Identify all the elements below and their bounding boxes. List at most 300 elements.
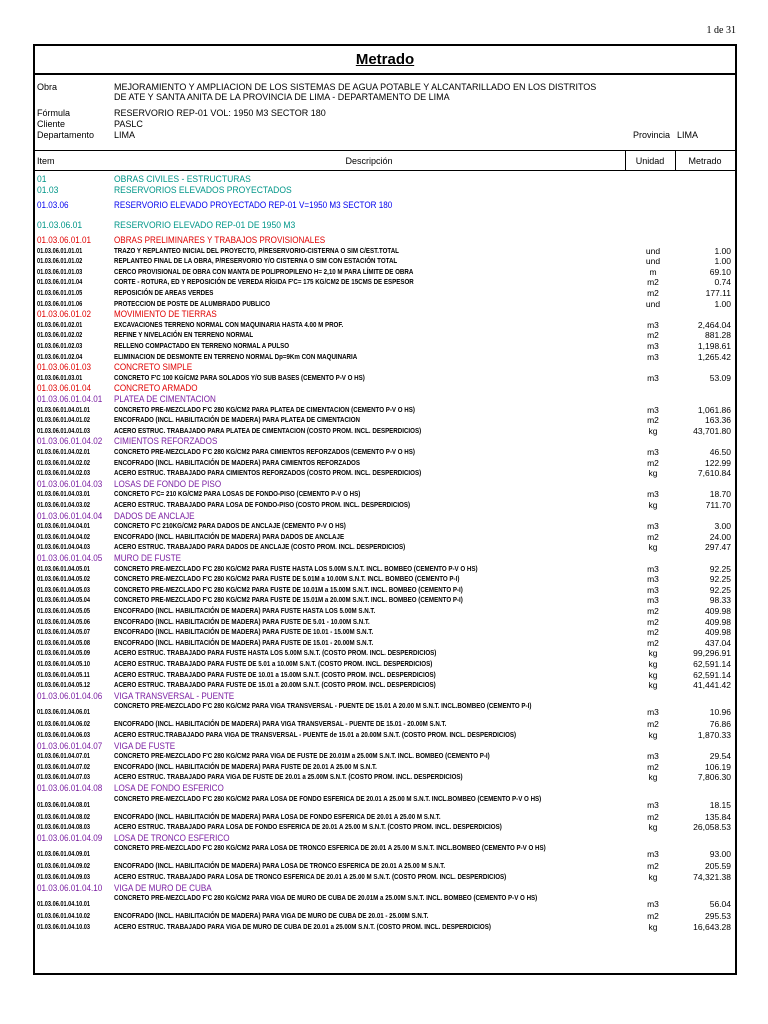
row-unit: m2 bbox=[647, 288, 659, 298]
provincia-label: Provincia bbox=[633, 130, 671, 140]
row-description: CONCRETO PRE-MEZCLADO F'C 280 KG/CM2 PARA VIGA DE FUSTE DE 20.01M a 25.00M S.N.T. INCL. BOMBEO (CEMENTO P-I) bbox=[114, 751, 490, 761]
line-item-row bbox=[35, 542, 735, 553]
line-item-row bbox=[35, 719, 735, 730]
row-code: 01.03.06.01.02.02 bbox=[37, 330, 83, 340]
row-description: ENCOFRADO (INCL. HABILITACIÓN DE MADERA) PARA VIGA TRANSVERSAL - PUENTE DE 15.01 - 20.00M S.N.T. bbox=[114, 719, 447, 729]
row-description: ENCOFRADO (INCL. HABILITACIÓN DE MADERA) PARA FUSTE HASTA LOS 5.00M S.N.T. bbox=[114, 606, 376, 615]
row-code: 01.03.06.01.03 bbox=[37, 362, 92, 373]
row-description: ACERO ESTRUC. TRABAJADO PARA VIGA DE MURO DE CUBA DE 20.01 a 25.00M S.N.T. (COSTO PROM. INCL. DESPERDICIOS) bbox=[114, 921, 491, 931]
row-code: 01.03.06.01.04.09.03 bbox=[37, 872, 91, 881]
line-item-row bbox=[35, 772, 735, 783]
row-description: CONCRETO PRE-MEZCLADO F'C 280 KG/CM2 PARA FUSTE DE 15.01M a 20.00M S.N.T. INCL. BOMBEO (CEMENTO P-I) bbox=[114, 595, 463, 605]
row-code: 01.03.06.01.04.02.01 bbox=[37, 447, 91, 456]
row-description: CONCRETO PRE-MEZCLADO F'C 280 KG/CM2 PARA FUSTE DE 10.01M a 15.00M S.N.T. INCL. BOMBEO (CEMENTO P-I) bbox=[114, 584, 463, 594]
row-quantity: 1,061.86 bbox=[697, 404, 731, 415]
formula-label: Fórmula bbox=[37, 108, 71, 118]
section-heading-row bbox=[35, 235, 735, 246]
row-description: OBRAS PRELIMINARES Y TRABAJOS PROVISIONALES bbox=[114, 235, 326, 245]
row-description: ACERO ESTRUC. TRABAJADO PARA DADOS DE ANCLAJE (COSTO PROM. INCL. DESPERDICIOS) bbox=[114, 542, 406, 552]
column-header-unidad: Unidad bbox=[635, 156, 665, 166]
row-unit: m2 bbox=[647, 811, 659, 822]
row-unit: und bbox=[645, 298, 661, 309]
line-item-row bbox=[35, 606, 735, 617]
row-code: 01.03.06.01.04.08 bbox=[37, 783, 103, 793]
row-description: MOVIMIENTO DE TIERRAS bbox=[114, 309, 217, 320]
row-quantity: 93.00 bbox=[709, 849, 731, 860]
row-quantity: 135.84 bbox=[705, 811, 731, 822]
row-code: 01.03.06.01.04.06.01 bbox=[37, 707, 91, 717]
line-item-row bbox=[35, 373, 735, 384]
row-description: CONCRETO PRE-MEZCLADO F'C 280 KG/CM2 PARA FUSTE HASTA LOS 5.00M S.N.T. INCL. BOMBEO (CEMENTO P-V O HS) bbox=[114, 563, 478, 573]
row-description: CONCRETO F'C 100 KG/CM2 PARA SOLADOS Y/O SUB BASES (CEMENTO P-V O HS) bbox=[114, 372, 365, 382]
row-code: 01 bbox=[37, 174, 47, 185]
row-code: 01.03.06.01.04.01.02 bbox=[37, 415, 91, 425]
row-quantity: 205.59 bbox=[705, 861, 731, 872]
row-description: PROTECCION DE POSTE DE ALUMBRADO PUBLICO bbox=[114, 298, 271, 308]
row-quantity: 122.99 bbox=[705, 457, 731, 468]
row-code: 01.03.06.01.04.02.03 bbox=[37, 468, 91, 478]
row-code: 01.03.06.01 bbox=[37, 220, 83, 231]
line-item-row bbox=[35, 648, 735, 659]
row-unit: m2 bbox=[647, 911, 659, 922]
row-unit: m3 bbox=[647, 404, 659, 415]
row-quantity: 29.54 bbox=[709, 751, 731, 762]
row-code: 01.03.06.01.04.05.02 bbox=[37, 574, 91, 584]
cliente-value: PASLC bbox=[114, 119, 143, 129]
row-quantity: 26,058.53 bbox=[693, 822, 731, 833]
row-code: 01.03.06.01.04.09.02 bbox=[37, 861, 91, 871]
obra-line-1: MEJORAMIENTO Y AMPLIACION DE LOS SISTEMAS DE AGUA POTABLE Y ALCANTARILLADO EN LOS DISTRITOS bbox=[114, 82, 597, 92]
row-description: ACERO ESTRUC. TRABAJADO PARA VIGA DE FUSTE DE 20.01 a 25.00M S.N.T. (COSTO PROM. INCL. DESPERDICIOS) bbox=[114, 772, 463, 782]
row-code: 01.03.06.01.04.06.02 bbox=[37, 719, 91, 729]
row-code: 01.03.06.01.04.10.01 bbox=[37, 899, 91, 909]
line-item-row bbox=[35, 730, 735, 741]
row-description: CIMIENTOS REFORZADOS bbox=[114, 436, 218, 447]
line-item-row bbox=[35, 627, 735, 638]
line-item-row bbox=[35, 617, 735, 628]
row-unit: m3 bbox=[647, 584, 659, 595]
row-unit: kg bbox=[648, 669, 658, 680]
row-code: 01.03.06.01.04.05.07 bbox=[37, 627, 91, 637]
row-quantity: 18.70 bbox=[709, 489, 731, 500]
section-heading-row bbox=[35, 200, 735, 221]
row-unit: kg bbox=[648, 921, 658, 932]
obra-line-2: DE ATE Y SANTA ANITA DE LA PROVINCIA DE LIMA - DEPARTAMENTO DE LIMA bbox=[114, 92, 450, 102]
row-unit: kg bbox=[648, 822, 658, 833]
row-quantity: 409.98 bbox=[705, 616, 731, 627]
row-code: 01.03.06.01.04.05.06 bbox=[37, 616, 91, 626]
row-description: ACERO ESTRUC. TRABAJADO PARA FUSTE HASTA LOS 5.00M S.N.T. (COSTO PROM. INCL. DESPERDICIOS) bbox=[114, 648, 437, 658]
row-code: 01.03.06.01.04.02.02 bbox=[37, 457, 91, 467]
row-code: 01.03.06.01.04.10.02 bbox=[37, 911, 91, 921]
row-unit: kg bbox=[648, 500, 658, 510]
row-code: 01.03.06.01.04.01.01 bbox=[37, 404, 91, 414]
line-item-row bbox=[35, 352, 735, 363]
row-description: ENCOFRADO (INCL. HABILITACIÓN DE MADERA) PARA FUSTE DE 5.01 - 10.00M S.N.T. bbox=[114, 616, 370, 626]
row-unit: m2 bbox=[647, 531, 659, 542]
column-header-top-rule bbox=[35, 150, 735, 151]
row-unit: m2 bbox=[647, 330, 659, 341]
row-quantity: 297.47 bbox=[705, 542, 731, 553]
line-item-row bbox=[35, 911, 735, 922]
row-code: 01.03.06.01.01.05 bbox=[37, 288, 83, 297]
section-heading-row bbox=[35, 309, 735, 320]
row-quantity: 76.86 bbox=[709, 719, 731, 730]
row-unit: kg bbox=[648, 872, 658, 882]
line-item-row bbox=[35, 812, 735, 823]
row-description: CONCRETO SIMPLE bbox=[114, 362, 193, 373]
row-quantity: 24.00 bbox=[709, 531, 731, 542]
row-description: CONCRETO PRE-MEZCLADO F'C 280 KG/CM2 PARA LOSA DE FONDO ESFERICA DE 20.01 A 25.00 M S.N.T. INCL.BOMBEO (CEMENTO P-V O HS) bbox=[114, 793, 542, 803]
row-unit: m3 bbox=[647, 351, 659, 362]
line-item-row bbox=[35, 701, 735, 719]
row-description: ACERO ESTRUC. TRABAJADO PARA FUSTE DE 10.01 a 15.00M S.N.T. (COSTO PROM. INCL. DESPERDICIOS) bbox=[114, 669, 436, 679]
row-code: 01.03.06.01.04.05.04 bbox=[37, 595, 91, 605]
row-unit: kg bbox=[648, 425, 658, 436]
row-unit: und bbox=[645, 256, 661, 267]
column-header-metrado: Metrado bbox=[688, 156, 722, 166]
line-item-row bbox=[35, 277, 735, 288]
row-quantity: 74,321.38 bbox=[693, 872, 731, 882]
row-code: 01.03.06.01.02.04 bbox=[37, 351, 83, 361]
section-heading-row bbox=[35, 783, 735, 794]
row-quantity: 0.74 bbox=[714, 277, 731, 288]
row-quantity: 295.53 bbox=[705, 911, 731, 922]
row-unit: kg bbox=[648, 772, 658, 783]
row-code: 01.03.06.01.01.02 bbox=[37, 256, 83, 266]
row-unit: kg bbox=[648, 468, 658, 479]
row-unit: m2 bbox=[647, 627, 659, 638]
provincia-value: LIMA bbox=[677, 130, 699, 140]
line-item-row bbox=[35, 585, 735, 596]
column-header-descripcion: Descripción bbox=[345, 156, 393, 166]
line-item-row bbox=[35, 426, 735, 437]
row-unit: m2 bbox=[647, 606, 659, 616]
row-code: 01.03.06.01.02 bbox=[37, 309, 92, 320]
row-code: 01.03.06.01.01.01 bbox=[37, 245, 83, 255]
line-item-row bbox=[35, 458, 735, 469]
row-code: 01.03.06.01.04.05.10 bbox=[37, 659, 91, 668]
row-unit: m2 bbox=[647, 861, 659, 872]
row-unit: kg bbox=[648, 680, 658, 691]
row-code: 01.03.06.01.04.06.03 bbox=[37, 730, 91, 739]
row-description: EXCAVACIONES TERRENO NORMAL CON MAQUINARIA HASTA 4.00 M PROF. bbox=[114, 319, 344, 329]
row-quantity: 711.70 bbox=[705, 500, 731, 510]
line-item-row bbox=[35, 330, 735, 341]
line-item-row bbox=[35, 447, 735, 458]
section-heading-row bbox=[35, 511, 735, 522]
row-description: ENCOFRADO (INCL. HABILITACIÓN DE MADERA) PARA LOSA DE FONDO ESFERICA DE 20.01 A 25.00 M S.N.T. bbox=[114, 811, 441, 821]
row-code: 01.03.06.01.04.08.02 bbox=[37, 811, 91, 821]
row-quantity: 16,643.28 bbox=[693, 921, 731, 932]
row-code: 01.03.06.01.04.08.03 bbox=[37, 822, 91, 832]
row-description: ENCOFRADO (INCL. HABILITACIÓN DE MADERA) PARA PLATEA DE CIMENTACION bbox=[114, 415, 360, 425]
row-description: CONCRETO ARMADO bbox=[114, 383, 198, 394]
row-description: RESERVORIO ELEVADO REP-01 DE 1950 M3 bbox=[114, 220, 296, 231]
row-code: 01.03.06.01.04.07.03 bbox=[37, 772, 91, 782]
row-description: CONCRETO PRE-MEZCLADO F'C 280 KG/CM2 PARA CIMIENTOS REFORZADOS (CEMENTO P-V O HS) bbox=[114, 447, 415, 456]
row-quantity: 1,265.42 bbox=[697, 351, 731, 362]
row-description: ENCOFRADO (INCL. HABILITACIÓN DE MADERA) PARA VIGA DE MURO DE CUBA DE 20.01 - 25.00M S.N.T. bbox=[114, 911, 429, 921]
row-unit: m3 bbox=[647, 799, 659, 810]
row-code: 01.03.06.01.04.04 bbox=[37, 510, 103, 521]
row-unit: m3 bbox=[647, 521, 659, 532]
row-quantity: 92.25 bbox=[709, 563, 731, 574]
row-description: RESERVORIO ELEVADO PROYECTADO REP-01 V=1950 M3 SECTOR 180 bbox=[114, 200, 393, 210]
line-item-row bbox=[35, 762, 735, 773]
row-quantity: 1,198.61 bbox=[697, 341, 731, 351]
line-item-row bbox=[35, 638, 735, 649]
row-description: ENCOFRADO (INCL. HABILITACIÓN DE MADERA) PARA FUSTE DE 15.01 - 20.00M S.N.T. bbox=[114, 637, 374, 647]
row-quantity: 43,701.80 bbox=[693, 425, 731, 436]
row-description: LOSA DE FONDO ESFERICO bbox=[114, 783, 224, 793]
line-item-row bbox=[35, 659, 735, 670]
row-description: CORTE - ROTURA, ED Y REPOSICIÓN DE VEREDA RÍGIDA F'C= 175 KG/CM2 DE 15CMS DE ESPESOR bbox=[114, 277, 414, 287]
row-code: 01.03.06.01.04.10 bbox=[37, 882, 103, 893]
row-code: 01.03.06.01.04.08.01 bbox=[37, 799, 91, 809]
row-description: REPOSICIÓN DE AREAS VERDES bbox=[114, 288, 214, 297]
section-heading-row bbox=[35, 186, 735, 200]
line-item-row bbox=[35, 489, 735, 500]
row-unit: m3 bbox=[647, 489, 659, 500]
section-heading-row bbox=[35, 833, 735, 844]
row-quantity: 409.98 bbox=[705, 627, 731, 638]
row-code: 01.03.06.01.03.01 bbox=[37, 372, 83, 382]
row-unit: m2 bbox=[647, 719, 659, 730]
row-description: MURO DE FUSTE bbox=[114, 553, 182, 563]
row-unit: m3 bbox=[647, 849, 659, 860]
section-heading-row bbox=[35, 741, 735, 752]
row-description: ELIMINACION DE DESMONTE EN TERRENO NORMAL Dp=9Km CON MAQUINARIA bbox=[114, 351, 358, 361]
row-description: ENCOFRADO (INCL. HABILITACIÓN DE MADERA) PARA LOSA DE TRONCO ESFERICA DE 20.01 A 25.00 M S.N.T. bbox=[114, 861, 446, 871]
row-quantity: 62,591.14 bbox=[693, 659, 731, 669]
row-unit: m2 bbox=[647, 616, 659, 627]
row-unit: und bbox=[645, 245, 661, 256]
row-quantity: 56.04 bbox=[709, 899, 731, 910]
row-description: REPLANTEO FINAL DE LA OBRA, P/RESERVORIO Y/O CISTERNA O SIM CON ESTACIÓN TOTAL bbox=[114, 256, 398, 266]
row-code: 01.03.06.01.04.07.01 bbox=[37, 751, 91, 761]
line-item-row bbox=[35, 822, 735, 833]
row-quantity: 7,806.30 bbox=[697, 772, 731, 783]
row-unit: m3 bbox=[647, 341, 659, 351]
line-item-row bbox=[35, 861, 735, 872]
row-unit: m3 bbox=[647, 563, 659, 574]
row-unit: m2 bbox=[647, 761, 659, 772]
row-description: RELLENO COMPACTADO EN TERRENO NORMAL A PULSO bbox=[114, 341, 290, 350]
line-item-row bbox=[35, 670, 735, 681]
row-code: 01.03.06.01.04.10.03 bbox=[37, 921, 91, 931]
row-code: 01.03.06.01.02.01 bbox=[37, 319, 83, 329]
row-description: CERCO PROVISIONAL DE OBRA CON MANTA DE POLIPROPILENO H= 2,10 M PARA LÍMITE DE OBRA bbox=[114, 266, 414, 276]
line-item-row bbox=[35, 341, 735, 352]
row-description: ACERO ESTRUC. TRABAJADO PARA LOSA DE TRONCO ESFERICA DE 20.01 A 25.00 M S.N.T. (COSTO PROM. INCL. DESPERDICIOS) bbox=[114, 872, 507, 881]
row-unit: kg bbox=[648, 659, 658, 669]
row-description: CONCRETO PRE-MEZCLADO F'C 280 KG/CM2 PARA LOSA DE TRONCO ESFERICA DE 20.01 A 25.00 M S.N.T. INCL.BOMBEO (CEMENTO P-V O HS) bbox=[114, 843, 546, 853]
row-quantity: 106.19 bbox=[705, 761, 731, 772]
row-unit: m3 bbox=[647, 372, 659, 383]
row-description: LOSAS DE FONDO DE PISO bbox=[114, 478, 222, 489]
line-item-row bbox=[35, 256, 735, 267]
row-code: 01.03.06.01.04.06 bbox=[37, 690, 103, 701]
row-unit: m3 bbox=[647, 447, 659, 457]
row-code: 01.03.06.01.04.05.03 bbox=[37, 584, 91, 594]
row-code: 01.03.06.01.04.05 bbox=[37, 553, 103, 563]
row-description: RESERVORIOS ELEVADOS PROYECTADOS bbox=[114, 185, 292, 196]
row-quantity: 177.11 bbox=[705, 288, 731, 298]
line-item-row bbox=[35, 246, 735, 257]
row-description: CONCRETO PRE-MEZCLADO F'C 280 KG/CM2 PARA FUSTE DE 5.01M a 10.00M S.N.T. INCL. BOMBEO (CEMENTO P-I) bbox=[114, 574, 460, 584]
row-quantity: 881.28 bbox=[705, 330, 731, 341]
row-unit: m3 bbox=[647, 574, 659, 585]
line-item-row bbox=[35, 574, 735, 585]
row-quantity: 62,591.14 bbox=[693, 669, 731, 680]
line-item-row bbox=[35, 564, 735, 575]
departamento-label: Departamento bbox=[37, 130, 95, 140]
page-number: 1 de 31 bbox=[706, 25, 736, 36]
row-code: 01.03.06.01.04.05.08 bbox=[37, 637, 91, 647]
row-quantity: 99,296.91 bbox=[693, 648, 731, 659]
row-quantity: 18.15 bbox=[709, 799, 731, 810]
row-description: TRAZO Y REPLANTEO INICIAL DEL PROYECTO, P/RESERVORIO-CISTERNA O SIM C/EST.TOTAL bbox=[114, 245, 399, 255]
row-code: 01.03.06.01.01 bbox=[37, 235, 92, 245]
row-description: ACERO ESTRUC. TRABAJADO PARA LOSA DE FONDO ESFERICA DE 20.01 A 25.00 M S.N.T. (COSTO PROM. INCL. DESPERDICIOS) bbox=[114, 822, 502, 832]
section-heading-row bbox=[35, 436, 735, 447]
row-quantity: 2,464.04 bbox=[697, 319, 731, 330]
row-quantity: 7,610.84 bbox=[697, 468, 731, 479]
section-heading-row bbox=[35, 479, 735, 490]
row-description: CONCRETO F'C= 210 KG/CM2 PARA LOSAS DE FONDO-PISO (CEMENTO P-V O HS) bbox=[114, 489, 361, 499]
row-description: ACERO ESTRUC. TRABAJADO PARA LOSA DE FONDO-PISO (COSTO PROM. INCL. DESPERDICIOS) bbox=[114, 500, 411, 509]
row-unit: kg bbox=[648, 648, 658, 659]
row-quantity: 46.50 bbox=[709, 447, 731, 457]
row-unit: m3 bbox=[647, 751, 659, 762]
row-unit: m2 bbox=[647, 637, 659, 648]
section-heading-row bbox=[35, 362, 735, 373]
row-description: REFINE Y NIVELACIÓN EN TERRENO NORMAL bbox=[114, 330, 254, 340]
row-code: 01.03.06.01.04.07.02 bbox=[37, 761, 91, 771]
row-code: 01.03.06.01.04.09 bbox=[37, 832, 103, 843]
row-description: CONCRETO PRE-MEZCLADO F'C 280 KG/CM2 PARA VIGA TRANSVERSAL - PUENTE DE 15.01 A 20.00 M S.N.T. INCL.BOMBEO (CEMENTO P-I) bbox=[114, 701, 532, 711]
line-item-row bbox=[35, 751, 735, 762]
line-item-row bbox=[35, 532, 735, 543]
line-item-row bbox=[35, 288, 735, 299]
cliente-label: Cliente bbox=[37, 119, 66, 129]
row-code: 01.03.06 bbox=[37, 200, 69, 210]
row-quantity: 1,870.33 bbox=[697, 730, 731, 740]
row-unit: m3 bbox=[647, 899, 659, 910]
row-quantity: 92.25 bbox=[709, 574, 731, 585]
row-code: 01.03.06.01.04.05.05 bbox=[37, 606, 91, 615]
line-item-row bbox=[35, 320, 735, 331]
row-code: 01.03.06.01.04.02 bbox=[37, 436, 103, 447]
row-code: 01.03.06.01.01.04 bbox=[37, 277, 83, 287]
line-item-row bbox=[35, 405, 735, 416]
column-header-item: Item bbox=[37, 156, 55, 166]
row-unit: m3 bbox=[647, 707, 659, 718]
title-text: Metrado bbox=[355, 51, 415, 68]
row-quantity: 69.10 bbox=[709, 266, 731, 277]
row-unit: m2 bbox=[647, 415, 659, 426]
section-heading-row bbox=[35, 883, 735, 894]
row-quantity: 409.98 bbox=[705, 606, 731, 616]
row-code: 01.03.06.01.04.09.01 bbox=[37, 849, 91, 859]
row-code: 01.03 bbox=[37, 185, 59, 196]
row-description: CONCRETO PRE-MEZCLADO F'C 280 KG/CM2 PARA VIGA DE MURO DE CUBA DE 20.01M a 25.00M S.N.T. INCL. BOMBEO (CEMENTO P-V O HS) bbox=[114, 893, 538, 903]
row-description: ACERO ESTRUC. TRABAJADO PARA FUSTE DE 5.01 a 10.00M S.N.T. (COSTO PROM. INCL. DESPERDICIOS) bbox=[114, 659, 433, 668]
section-heading-row bbox=[35, 221, 735, 235]
row-quantity: 1.00 bbox=[714, 256, 731, 267]
row-quantity: 163.36 bbox=[705, 415, 731, 426]
row-description: VIGA DE MURO DE CUBA bbox=[114, 882, 212, 893]
row-quantity: 98.33 bbox=[709, 595, 731, 606]
row-description: OBRAS CIVILES - ESTRUCTURAS bbox=[114, 174, 251, 185]
line-item-row bbox=[35, 680, 735, 691]
row-description: ACERO ESTRUC. TRABAJADO PARA PLATEA DE CIMENTACION (COSTO PROM. INCL. DESPERDICIOS) bbox=[114, 425, 422, 435]
row-code: 01.03.06.01.04.05.12 bbox=[37, 680, 91, 690]
line-item-row bbox=[35, 872, 735, 883]
row-quantity: 10.96 bbox=[709, 707, 731, 718]
row-description: ENCOFRADO (INCL. HABILITACIÓN DE MADERA) PARA FUSTE DE 20.01 A 25.00 M S.N.T. bbox=[114, 761, 377, 771]
formula-value: RESERVORIO REP-01 VOL: 1950 M3 SECTOR 180 bbox=[114, 108, 326, 118]
row-code: 01.03.06.01.04.01.03 bbox=[37, 425, 91, 435]
section-heading-row bbox=[35, 383, 735, 394]
row-quantity: 1.00 bbox=[714, 298, 731, 309]
row-code: 01.03.06.01.04.05.09 bbox=[37, 648, 91, 658]
row-unit: m bbox=[649, 266, 657, 277]
row-description: VIGA TRANSVERSAL - PUENTE bbox=[114, 690, 235, 701]
row-code: 01.03.06.01.04.05.11 bbox=[37, 669, 90, 679]
row-description: ENCOFRADO (INCL. HABILITACIÓN DE MADERA) PARA DADOS DE ANCLAJE bbox=[114, 531, 345, 541]
line-item-row bbox=[35, 299, 735, 310]
row-description: CONCRETO PRE-MEZCLADO F'C 280 KG/CM2 PARA PLATEA DE CIMENTACION (CEMENTO P-V O HS) bbox=[114, 404, 415, 414]
row-code: 01.03.06.01.01.03 bbox=[37, 266, 83, 276]
section-heading-row bbox=[35, 691, 735, 702]
row-code: 01.03.06.01.04.05.01 bbox=[37, 563, 91, 573]
row-description: DADOS DE ANCLAJE bbox=[114, 510, 195, 521]
line-item-row bbox=[35, 521, 735, 532]
row-description: ACERO ESTRUC. TRABAJADO PARA CIMIENTOS REFORZADOS (COSTO PROM. INCL. DESPERDICIOS) bbox=[114, 468, 422, 478]
row-code: 01.03.06.01.04.04.01 bbox=[37, 521, 91, 531]
line-item-row bbox=[35, 595, 735, 606]
line-item-row bbox=[35, 267, 735, 278]
row-unit: m2 bbox=[647, 277, 659, 288]
row-description: ACERO ESTRUC. TRABAJADO PARA FUSTE DE 15.01 a 20.00M S.N.T. (COSTO PROM. INCL. DESPERDICIOS) bbox=[114, 680, 436, 690]
line-item-row bbox=[35, 893, 735, 911]
row-quantity: 3.00 bbox=[714, 521, 731, 532]
departamento-value: LIMA bbox=[114, 130, 136, 140]
row-code: 01.03.06.01.01.06 bbox=[37, 298, 83, 308]
row-description: LOSA DE TRONCO ESFERICO bbox=[114, 832, 230, 843]
page-title bbox=[35, 46, 735, 75]
row-code: 01.03.06.01.02.03 bbox=[37, 341, 83, 350]
row-code: 01.03.06.01.04.01 bbox=[37, 394, 103, 404]
obra-label: Obra bbox=[37, 82, 58, 92]
line-item-row bbox=[35, 500, 735, 511]
row-description: ENCOFRADO (INCL. HABILITACIÓN DE MADERA) PARA FUSTE DE 10.01 - 15.00M S.N.T. bbox=[114, 627, 374, 637]
row-code: 01.03.06.01.04.07 bbox=[37, 740, 103, 751]
row-quantity: 437.04 bbox=[705, 637, 731, 648]
section-heading-row bbox=[35, 394, 735, 405]
line-item-row bbox=[35, 794, 735, 812]
row-description: PLATEA DE CIMENTACION bbox=[114, 394, 216, 404]
row-quantity: 1.00 bbox=[714, 245, 731, 256]
row-description: ENCOFRADO (INCL. HABILITACIÓN DE MADERA) PARA CIMIENTOS REFORZADOS bbox=[114, 457, 360, 467]
row-description: VIGA DE FUSTE bbox=[114, 740, 176, 751]
row-description: CONCRETO F'C 210KG/CM2 PARA DADOS DE ANCLAJE (CEMENTO P-V O HS) bbox=[114, 521, 346, 531]
section-heading-row bbox=[35, 553, 735, 564]
row-code: 01.03.06.01.04.03.01 bbox=[37, 489, 91, 499]
line-item-row bbox=[35, 843, 735, 861]
